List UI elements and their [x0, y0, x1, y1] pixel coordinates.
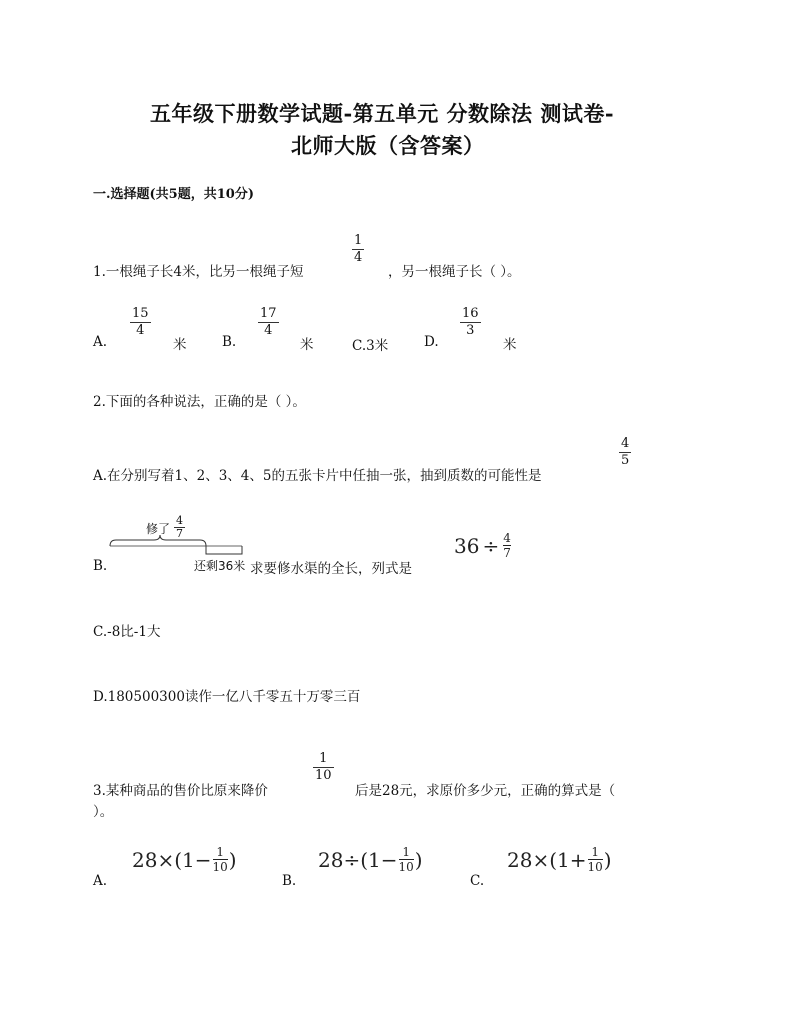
q1-option-b-label[interactable]: B.: [222, 334, 237, 350]
q3-text-after: 后是28元，求原价多少元，正确的算式是（: [355, 783, 616, 799]
fraction-denominator: 4: [354, 250, 363, 265]
q1-option-a-fraction: 15 4: [132, 306, 149, 338]
q3-option-a-label[interactable]: A.: [93, 873, 108, 889]
diagram-fraction: 4 7: [176, 514, 183, 540]
q3-option-c-label[interactable]: C.: [470, 873, 485, 889]
q2-option-c[interactable]: C.-8比-1大: [93, 624, 161, 640]
q2-option-b-label[interactable]: B.: [93, 558, 108, 574]
q1-option-b-unit: 米: [300, 337, 314, 353]
expr-divide-sign: ÷: [482, 533, 500, 558]
q3-text-before: 3.某种商品的售价比原来降价: [93, 783, 268, 799]
q2-option-b-text: 求要修水渠的全长，列式是: [250, 561, 412, 577]
q1-option-b-fraction: 17 4: [260, 306, 277, 338]
q2-option-a-fraction: 4 5: [621, 436, 630, 468]
q3-text-wrap: ）。: [93, 804, 114, 820]
q2-text: 2.下面的各种说法，正确的是（ ）。: [93, 394, 306, 410]
q2-option-d[interactable]: D.180500300读作一亿八千零五十万零三百: [93, 689, 361, 705]
document-title-line2: 北师大版（含答案）: [291, 133, 485, 158]
q2-option-a[interactable]: A.在分别写着1、2、3、4、5的五张卡片中任抽一张，抽到质数的可能性是: [93, 468, 542, 484]
document-title-line1: 五年级下册数学试题-第五单元 分数除法 测试卷-: [150, 101, 615, 126]
fraction-numerator: 1: [354, 233, 363, 248]
q1-option-c[interactable]: C.3米: [352, 338, 389, 354]
q2-option-b-expression: [454, 532, 512, 559]
q1-option-a-unit: 米: [173, 337, 187, 353]
q3-option-b-expression: 28÷(1− 1 10 ): [318, 845, 423, 874]
q1-option-d-fraction: 16 3: [462, 306, 479, 338]
q3-option-a-expression: 28×(1− 1 10 ): [132, 845, 237, 874]
q1-option-a-label[interactable]: A.: [93, 334, 108, 350]
section-heading: 一.选择题(共5题，共10分): [93, 187, 254, 202]
expr-fraction: 4 7: [503, 531, 511, 560]
q1-option-d-unit: 米: [503, 337, 517, 353]
q3-option-b-label[interactable]: B.: [282, 873, 297, 889]
q1-text-before: 1.一根绳子长4米，比另一根绳子短: [93, 264, 304, 280]
q1-text-after: ，另一根绳子长（ ）。: [388, 264, 521, 280]
diagram-remaining-label: 还剩36米: [194, 559, 246, 573]
expr-integer: 36: [454, 533, 480, 558]
q1-fraction: [352, 234, 364, 265]
q3-option-c-expression: 28×(1+ 1 10 ): [507, 845, 612, 874]
q3-fraction: 1 10: [315, 751, 332, 783]
remaining-bracket: [206, 546, 242, 554]
diagram-repaired-label: 修了: [146, 522, 171, 536]
q1-option-d-label[interactable]: D.: [424, 334, 439, 350]
